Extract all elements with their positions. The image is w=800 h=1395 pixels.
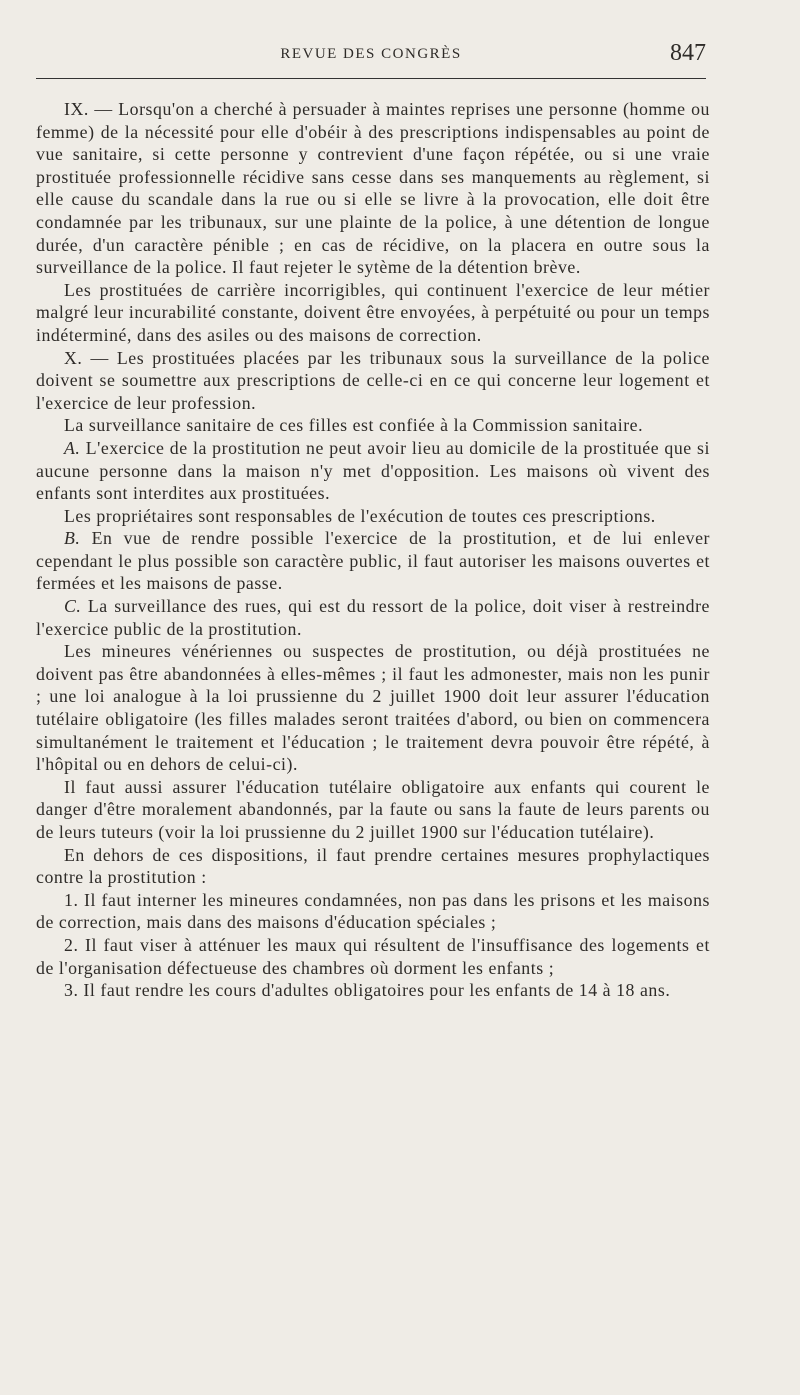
paragraph-text: 1. Il faut interner les mineures condamnées, non pas dans les prisons et les maisons de correction, mais dans des maisons d'éducation spéciales ; [36, 889, 710, 933]
paragraph-surveillance-sanitaire [36, 414, 710, 437]
paragraph-text: 3. Il faut rendre les cours d'adultes obligatoires pour les enfants de 14 à 18 ans. [64, 980, 671, 1001]
paragraph-text: X. — Les prostituées placées par les tribunaux sous la surveillance de la police doivent se soumettre aux prescriptions de celle-ci en ce qui concerne leur logement et l'exercice de leur profession. [36, 347, 710, 413]
paragraph-text: En vue de rendre possible l'exercice de la prostitution, et de lui enlever cependant le plus possible son caractère public, il faut autoriser les maisons ouvertes et fermées et les maisons de passe. [36, 528, 711, 594]
paragraph-mesure-2 [36, 934, 710, 979]
item-label-a: A. [64, 437, 81, 458]
item-label-b: B. [64, 528, 81, 549]
page-number: 847 [670, 40, 706, 66]
paragraph-text: Les propriétaires sont responsables de l'exécution de toutes ces prescriptions. [64, 505, 656, 526]
paragraph-mineures [36, 640, 710, 776]
paragraph-text: En dehors de ces dispositions, il faut prendre certaines mesures prophylactiques contre la prostitution : [36, 844, 710, 888]
paragraph-text: IX. — Lorsqu'on a cherché à persuader à maintes reprises une personne (homme ou femme) de la nécessité pour elle d'obéir à des prescriptions indispensables au point de vue sanitaire, si cette personne y contrevient d'une façon répétée, ou si une vraie prostituée professionnelle récidive sans cesse dans ses manquements au règlement, si elle cause du scandale dans la rue ou si elle se livre à la provocation, elle doit être condamnée par les tribunaux, sur une plainte de la police, à une détention de longue durée, d'un caractère pénible ; en cas de récidive, on la placera en outre sous la surveillance de la police. Il faut rejeter le sytème de la détention brève. [36, 99, 710, 278]
item-label-c: C. [64, 596, 82, 617]
paragraph-education-tutelaire [36, 776, 710, 844]
page-header [36, 40, 706, 72]
paragraph-mesures [36, 844, 710, 889]
paragraph-c [36, 595, 710, 640]
paragraph-text: Les prostituées de carrière incorrigibles, qui continuent l'exercice de leur métier malgré leur incurabilité constante, doivent être envoyées, à perpétuité ou pour un temps indéterminé, dans des asiles ou des maisons de correction. [36, 279, 710, 345]
paragraph-ix [36, 98, 710, 279]
paragraph-text: Les mineures vénériennes ou suspectes de prostitution, ou déjà prostituées ne doivent pas être abandonnées à elles-mêmes ; il faut les admonester, mais non les punir ; une loi analogue à la loi prussienne du 2 juillet 1900 doit leur assurer l'éducation tutélaire obligatoire (les filles malades seront traitées d'abord, ou bien on commencera simultanément le traitement et l'éducation ; le traitement devra pouvoir être répété, à l'hôpital ou en dehors de celui-ci). [36, 641, 710, 775]
body-text [36, 98, 710, 1002]
paragraph-proprietaires [36, 505, 710, 528]
running-title: REVUE DES CONGRÈS [280, 46, 462, 62]
paragraph-mesure-3 [36, 979, 710, 1002]
paragraph-text: La surveillance sanitaire de ces filles est confiée à la Commission sanitaire. [64, 415, 644, 436]
paragraph-text: Il faut aussi assurer l'éducation tutélaire obligatoire aux enfants qui courent le danger d'être moralement abandonnés, par la faute ou sans la faute de leurs parents ou de leurs tuteurs (voir la loi prussienne du 2 juillet 1900 sur l'éducation tutélaire). [36, 776, 710, 842]
paragraph-x [36, 347, 710, 415]
paragraph-a [36, 437, 710, 505]
paragraph-incorrigibles [36, 279, 710, 347]
paragraph-text: L'exercice de la prostitution ne peut avoir lieu au domicile de la prostituée que si aucune personne dans la maison n'y met d'opposition. Les maisons où vivent des enfants sont interdites aux prostituées. [36, 437, 710, 504]
paragraph-b [36, 527, 710, 595]
paragraph-text: 2. Il faut viser à atténuer les maux qui résultent de l'insuffisance des logements et de l'organisation défectueuse des chambres où dorment les enfants ; [36, 934, 710, 978]
paragraph-mesure-1 [36, 889, 710, 934]
header-rule [36, 78, 706, 79]
paragraph-text: La surveillance des rues, qui est du ressort de la police, doit viser à restreindre l'exercice public de la prostitution. [36, 596, 710, 639]
